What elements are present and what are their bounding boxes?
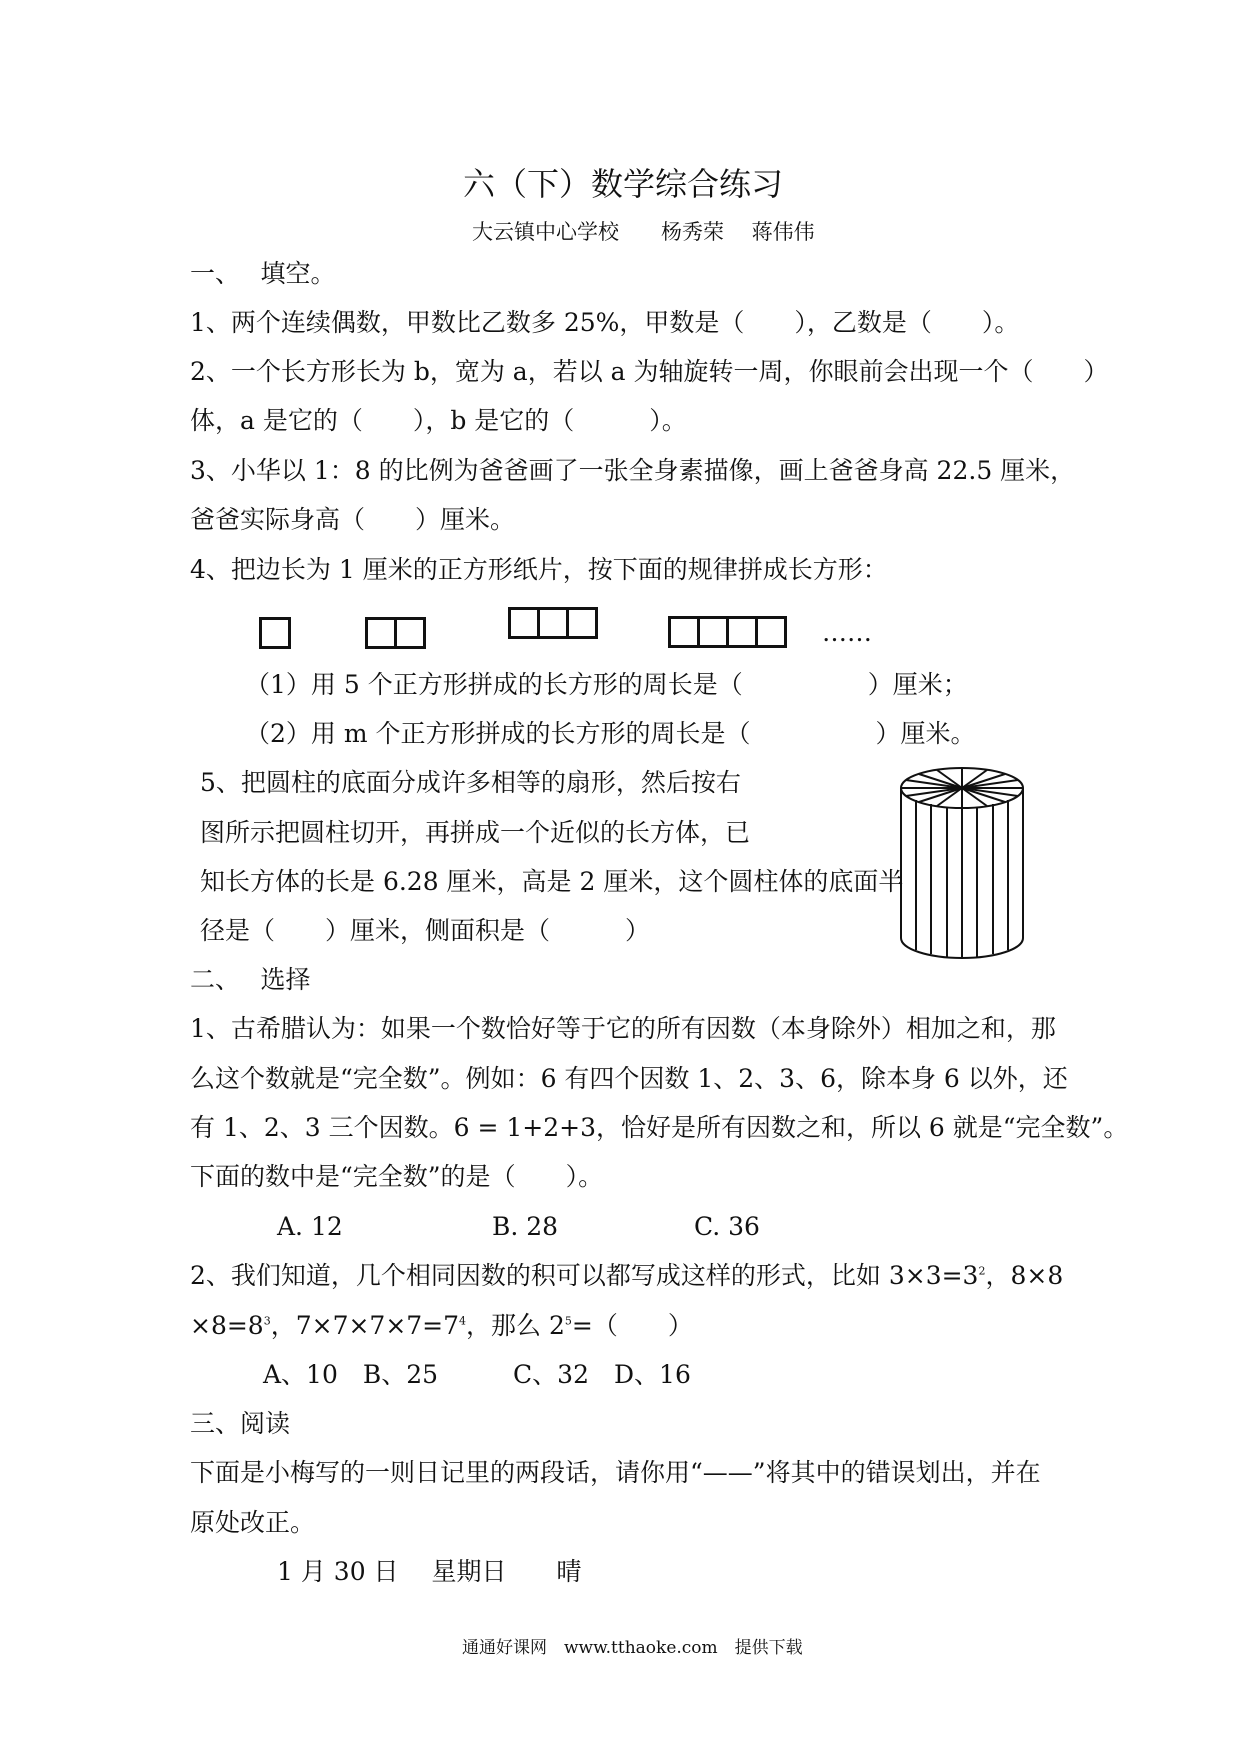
- q2-text-b: ，8×8: [985, 1261, 1064, 1290]
- question-2-1-line4: 下面的数中是“完全数”的是（ ）。: [190, 1162, 604, 1191]
- question-1-1: 1、两个连续偶数，甲数比乙数多 25%，甲数是（ ），乙数是（ ）。: [190, 308, 1020, 337]
- section-heading-fill-blank: 一、 填空。: [190, 259, 336, 288]
- question-1-5-line1: 5、把圆柱的底面分成许多相等的扇形，然后按右: [200, 768, 741, 797]
- square-pattern-3: [508, 607, 598, 639]
- section-heading-choice: 二、 选择: [190, 965, 311, 994]
- q2-text-f: =（ ）: [571, 1311, 693, 1340]
- question-1-4-intro: 4、把边长为 1 厘米的正方形纸片，按下面的规律拼成长方形：: [190, 555, 888, 584]
- question-2-1-line1: 1、古希腊认为：如果一个数恰好等于它的所有因数（本身除外）相加之和，那: [190, 1014, 1056, 1043]
- diary-date-line: 1 月 30 日 星期日 晴: [277, 1557, 582, 1586]
- question-1-4-sub1: （1）用 5 个正方形拼成的长方形的周长是（ ）厘米；: [245, 670, 968, 699]
- option-a: A. 12: [277, 1212, 343, 1241]
- q2-text-c: ×8=8: [190, 1311, 264, 1340]
- footer-text: 通通好课网 www.tthaoke.com 提供下载: [462, 1638, 803, 1658]
- section-heading-reading: 三、阅读: [190, 1409, 291, 1438]
- square-pattern-1: [259, 617, 291, 649]
- question-2-1-line3: 有 1、2、3 三个因数。6 = 1+2+3，恰好是所有因数之和，所以 6 就是“完全数”。: [190, 1113, 1129, 1142]
- q2-text-a: 2、我们知道，几个相同因数的积可以都写成这样的形式，比如 3×3=3: [190, 1261, 979, 1290]
- question-1-2-line1: 2、一个长方形长为 b，宽为 a，若以 a 为轴旋转一周，你眼前会出现一个（ ）: [190, 357, 1109, 386]
- exponent-2: 2: [978, 1264, 986, 1278]
- author-line: 大云镇中心学校 杨秀荣 蒋伟伟: [472, 220, 815, 244]
- question-1-4-sub2: （2）用 m 个正方形拼成的长方形的周长是（ ）厘米。: [245, 719, 976, 748]
- question-2-1-line2: 么这个数就是“完全数”。例如：6 有四个因数 1、2、3、6，除本身 6 以外，还: [190, 1064, 1068, 1093]
- q2-text-e: ，那么 2: [466, 1311, 565, 1340]
- question-1-3-line2: 爸爸实际身高（ ）厘米。: [190, 505, 516, 534]
- square-pattern-4: [668, 616, 787, 648]
- question-1-3-line1: 3、小华以 1：8 的比例为爸爸画了一张全身素描像，画上爸爸身高 22.5 厘米，: [190, 456, 1076, 485]
- exponent-4: 4: [459, 1314, 467, 1328]
- question-2-2-options: A、10 B、25 C、32 D、16: [263, 1360, 691, 1389]
- exponent-5: 5: [564, 1314, 572, 1328]
- option-b: B. 28: [492, 1212, 559, 1241]
- reading-intro-line1: 下面是小梅写的一则日记里的两段话，请你用“——”将其中的错误划出，并在: [190, 1458, 1041, 1487]
- reading-intro-line2: 原处改正。: [190, 1508, 316, 1537]
- question-1-5-line3: 知长方体的长是 6.28 厘米，高是 2 厘米，这个圆柱体的底面半: [200, 867, 904, 896]
- question-1-5-line4: 径是（ ）厘米，侧面积是（ ）: [200, 916, 651, 945]
- question-1-5-line2: 图所示把圆柱切开，再拼成一个近似的长方体，已: [200, 818, 751, 847]
- exponent-3: 3: [263, 1314, 271, 1328]
- pattern-ellipsis: ……: [822, 618, 872, 647]
- option-c: C. 36: [694, 1212, 760, 1241]
- question-2-2-line2: [190, 1313, 693, 1338]
- square-pattern-2: [365, 617, 426, 649]
- question-2-2-line1: [190, 1263, 1063, 1288]
- page-title: 六（下）数学综合练习: [463, 165, 784, 203]
- q2-text-d: ，7×7×7×7=7: [270, 1311, 460, 1340]
- question-1-2-line2: 体，a 是它的（ ），b 是它的（ ）。: [190, 406, 687, 435]
- cylinder-figure: [897, 760, 1027, 970]
